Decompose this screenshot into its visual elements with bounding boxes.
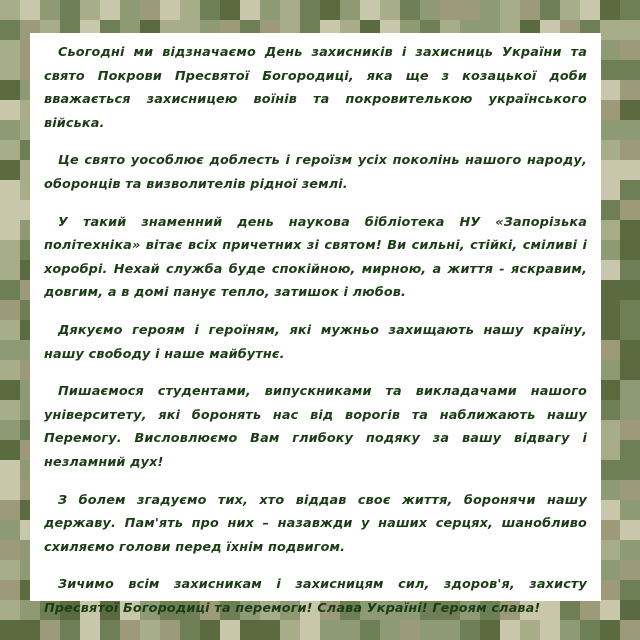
paragraph: Зичимо всім захисникам і захисницям сил, здоров'я, захисту Пресвятої Богородиці та перемоги! Слава Україні! Героям слава! (44, 577, 587, 616)
paragraph: У такий знаменний день наукова бібліотека НУ «Запорізька політехніка» вітає всіх причетних зі святом! Ви сильні, стійкі, сміливі і хоробрі. Нехай служба буде спокійною, мирною, а життя - яскравим, довгим, а в домі панує тепло, затишок і любов. (44, 214, 587, 301)
paragraph: Це свято уособлює доблесть і героїзм усіх поколінь нашого народу, оборонців та визволителів рідної землі. (44, 153, 587, 192)
paragraph: Сьогодні ми відзначаємо День захисників і захисниць України та свято Покрови Пресвятої Богородиці, яка ще з козацької доби вважається захисницею воїнів та покровителькою українського війська. (44, 45, 587, 131)
paragraph: Пишаємося студентами, випускниками та викладачами нашого університету, які боронять нас від ворогів та наближають нашу Перемогу. Висловлюємо Вам глибоку подяку за вашу відвагу і незламний дух! (44, 384, 587, 470)
greeting-card (30, 33, 601, 616)
paragraph: З болем згадуємо тих, хто віддав своє життя, боронячи нашу державу. Пам'ять про них – назавжди у наших серцях, шанобливо схиляємо голови перед їхнім подвигом. (44, 492, 587, 555)
paragraph: Дякуємо героям і героїням, які мужньо захищають нашу країну, нашу свободу і наше майбутнє. (44, 322, 587, 362)
